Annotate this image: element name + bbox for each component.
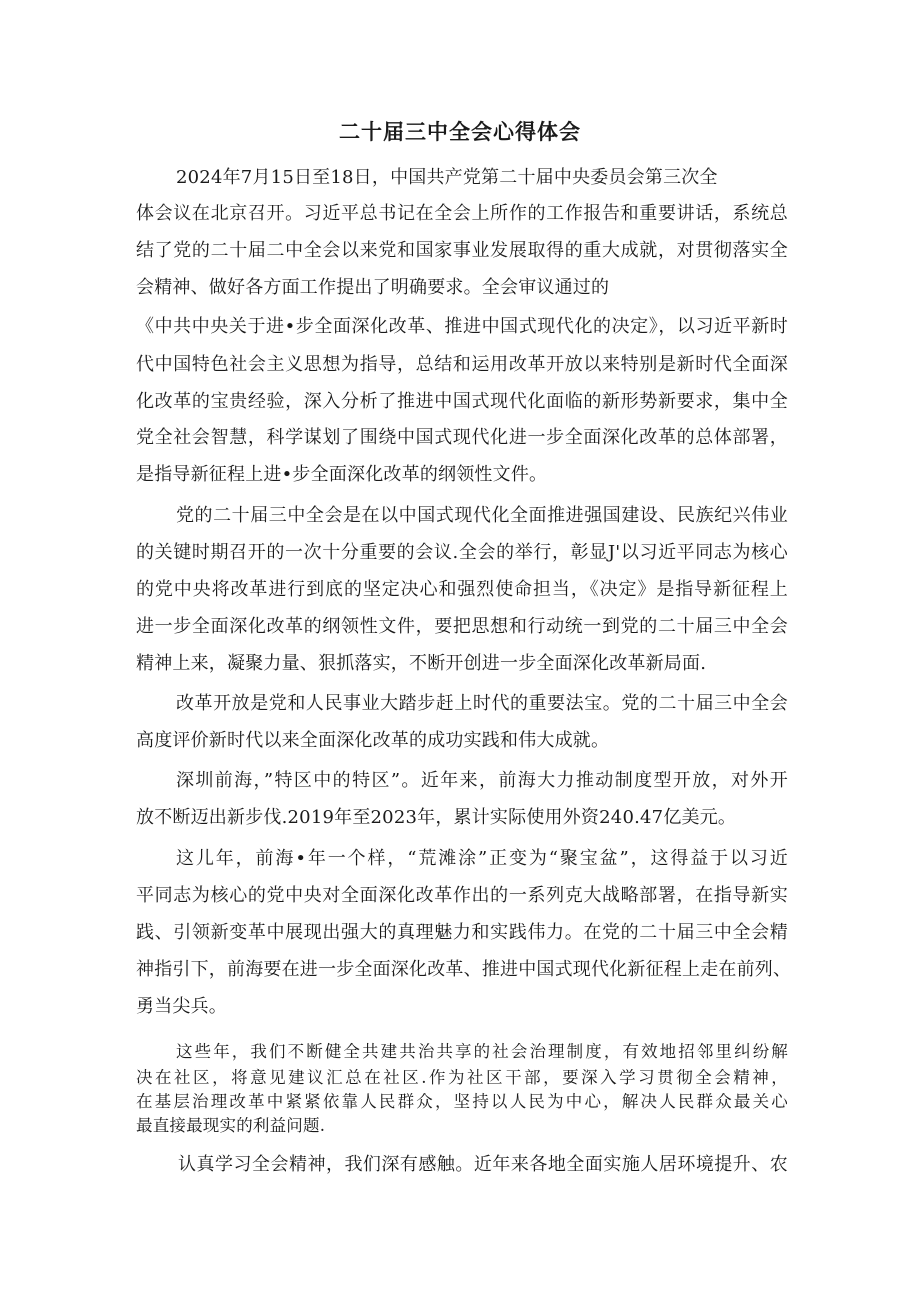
text-line: 是指导新征程上进•步全面深化改革的纲领性文件。 (136, 464, 548, 485)
text-line: 化改革的宝贵经验，深入分析了推进中国式现代化面临的新形势新要求，集中全 (136, 391, 788, 412)
text-line: 结了党的二十届二中全会以来党和国家事业发展取得的重大成就，对贯彻落实全 (136, 240, 788, 261)
text-line: 深圳前海，”特区中的特区”。近年来，前海大力推动制度型开放，对外开 (176, 770, 788, 791)
text-line: 改革开放是党和人民事业大踏步赶上时代的重要法宝。党的二十届三中全会 (176, 693, 788, 714)
text-line: 会精神、做好各方面工作提出了明确要求。全会审议通过的 (136, 277, 610, 298)
text-line: 的党中央将改革进行到底的坚定决心和强烈使命担当，《决定》是指导新征程上 (136, 579, 788, 600)
text-line: 党全社会智慧，科学谋划了围绕中国式现代化进一步全面深化改革的总体部署， (136, 427, 788, 448)
text-line: 体会议在北京召开。习近平总书记在全会上所作的工作报告和重要讲话，系统总 (136, 203, 788, 224)
text-line: 的关键时期召开的一次十分重要的会议.全会的举行，彰显J'以习近平同志为核心 (136, 542, 788, 563)
text-line: 这些年，我们不断健全共建共治共享的社会治理制度，有效地招邻里纠纷解 (176, 1042, 788, 1061)
text-line: 2024年7月15日至18日，中国共产党第二十届中央委员会第三次全 (176, 167, 718, 188)
text-line: 最直接最现实的利益问题. (136, 1116, 326, 1135)
text-line: 党的二十届三中全会是在以中国式现代化全面推进强国建设、民族纪兴伟业 (176, 505, 788, 526)
text-line: 平同志为核心的党中央对全面深化改革作出的一系列克大战略部署，在指导新实 (136, 885, 788, 906)
text-line: 进一步全面深化改革的纲领性文件，要把思想和行动统一到党的二十届三中全会 (136, 616, 788, 637)
text-line: 决在社区，将意见建议汇总在社区.作为社区干部，要深入学习贯彻全会精神， (136, 1068, 788, 1087)
text-line: 《中共中央关于进•步全面深化改革、推进中国式现代化的决定》，以习近平新时 (136, 316, 788, 337)
text-line: 高度评价新时代以来全面深化改革的成功实践和伟大成就。 (136, 730, 610, 751)
text-line: 这儿年，前海•年一个样，“荒滩涂”正变为“聚宝盆”，这得益于以习近 (176, 848, 788, 869)
text-line: 在基层治理改革中紧紧依靠人民群众，坚持以人民为中心，解决人民群众最关心 (136, 1092, 788, 1111)
text-line: 认真学习全会精神，我们深有感触。近年来各地全面实施人居环境提升、农 (178, 1154, 788, 1175)
text-line: 神指引下，前海要在进一步全面深化改革、推进中国式现代化新征程上走在前列、 (136, 959, 792, 980)
text-line: 代中国特色社会主义思想为指导，总结和运用改革开放以来特别是新时代全面深 (136, 354, 788, 375)
text-line: 精神上来，凝聚力量、狠抓落实，不断开创进一步全面深化改革新局面. (136, 653, 707, 674)
text-line: 放不断迈出新步伐.2019年至2023年，累计实际使用外资240.47亿美元。 (136, 807, 737, 828)
text-line: 践、引领新变革中展现出强大的真理魅力和实践伟力。在党的二十届三中全会精 (136, 922, 788, 943)
text-line: 勇当尖兵。 (136, 996, 227, 1017)
document-title: 二十届三中全会心得体会 (339, 120, 581, 144)
